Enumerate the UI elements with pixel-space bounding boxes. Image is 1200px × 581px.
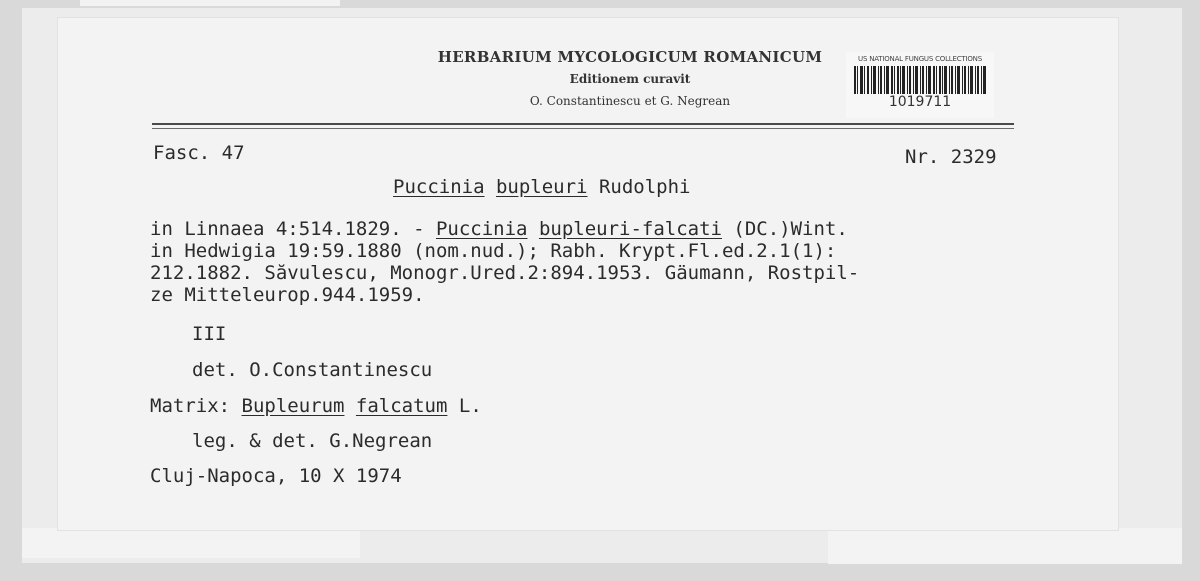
synonym-genus: Puccinia <box>435 218 528 240</box>
background-strip <box>80 0 340 6</box>
header-rule <box>152 123 1014 125</box>
label-header <box>430 48 830 108</box>
matrix-line <box>150 395 482 417</box>
herbarium-title: HERBARIUM MYCOLOGICUM ROMANICUM <box>437 48 823 66</box>
header-rule-thin <box>152 128 1014 129</box>
matrix-prefix: Matrix: <box>150 395 242 417</box>
host-epithet: falcatum <box>355 395 448 417</box>
citation-line-3: 212.1882. Săvulescu, Monogr.Ured.2:894.1953. Gäumann, Rostpil- <box>150 262 860 284</box>
barcode-caption: US NATIONAL FUNGUS COLLECTIONS <box>858 55 982 63</box>
spore-stage: III <box>192 323 227 345</box>
barcode-icon <box>854 66 986 94</box>
determiner: det. O.Constantinescu <box>192 359 433 381</box>
catalog-number: 1019711 <box>888 94 952 110</box>
species-genus: Puccinia <box>393 176 485 198</box>
fascicle-number: Fasc. 47 <box>153 142 245 164</box>
species-epithet: bupleuri <box>495 176 588 198</box>
header-editors: O. Constantinescu et G. Negrean <box>529 94 731 108</box>
header-subtitle: Editionem curavit <box>569 72 691 86</box>
locality-date: Cluj-Napoca, 10 X 1974 <box>150 465 402 487</box>
citation-line-2: in Hedwigia 19:59.1880 (nom.nud.); Rabh. Krypt.Fl.ed.2.1(1): <box>150 240 837 262</box>
synonym-epithet: bupleuri-falcati <box>538 218 722 240</box>
host-genus: Bupleurum <box>241 395 345 417</box>
barcode-label <box>846 52 994 118</box>
species-author: Rudolphi <box>598 176 691 198</box>
citation-text: in Linnaea 4:514.1829. - <box>150 218 436 240</box>
collector: leg. & det. G.Negrean <box>192 430 433 452</box>
paper-edge-left <box>22 528 360 558</box>
citation-line-4: ze Mitteleurop.944.1959. <box>150 284 425 306</box>
specimen-number: Nr. 2329 <box>905 146 997 168</box>
paper-edge-right <box>828 528 1182 564</box>
citation-line-1 <box>150 218 848 240</box>
species-name <box>393 176 690 198</box>
host-author: L. <box>447 395 482 417</box>
synonym-author: (DC.)Wint. <box>721 218 848 240</box>
